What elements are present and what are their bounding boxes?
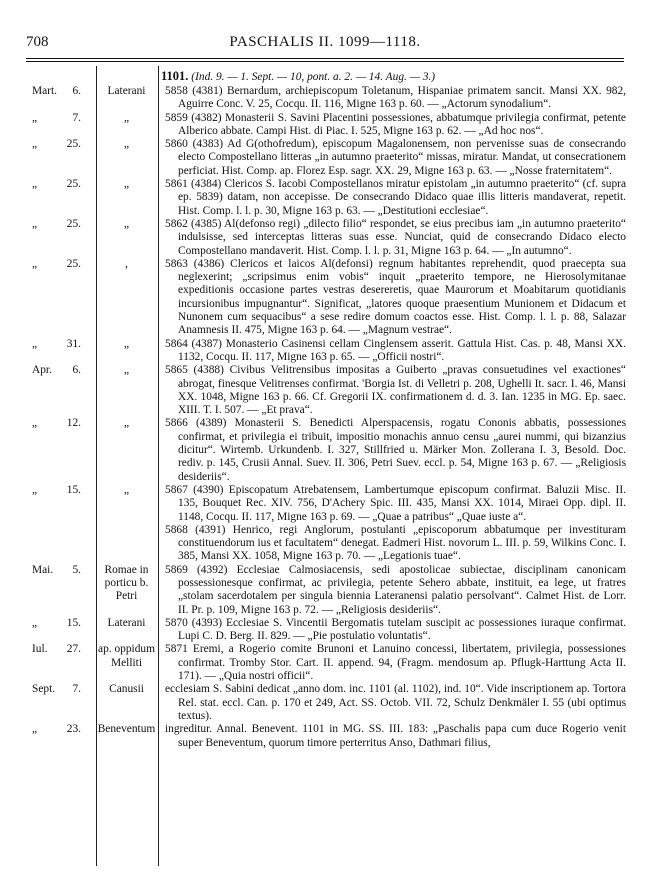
page-header (26, 34, 624, 54)
entry-row (0, 484, 650, 524)
entry-place: „ (123, 417, 130, 430)
entry-date (0, 178, 95, 218)
entry-date (0, 617, 95, 644)
entry-month: „ (32, 616, 38, 629)
entry-place: Canusii (109, 683, 144, 696)
entry-month: Mart. (32, 85, 57, 97)
entry-date (0, 138, 95, 178)
running-title: PASCHALIS II. 1099—1118. (229, 34, 421, 50)
entry-place (95, 524, 158, 564)
entry-text: ecclesiam S. Sabini dedicat „anno dom. inc. 1101 (al. 1102), ind. 10“. Vide inscriptionem ap. Tortora Rel. stat. eccl. Can. p. 170 et 249, Act. SS. Octob. VII. 72, Schulz Denkmäler I. 55 (ubi optimus textus). (165, 683, 626, 722)
entry-text: 5864 (4387) Monasterio Casinensi cellam Cinglensem asserit. Gattula Hist. Cas. p. 48, Mansi XX. 1132, Cocqu. II. 117, Migne 163 p. 65. — „Officii nostri“. (165, 337, 626, 363)
entry-row (0, 617, 650, 644)
year-number: 1101. (161, 69, 189, 83)
entry-date (0, 85, 95, 112)
entry-day: 25. (66, 217, 81, 230)
entry-month: „ (32, 257, 38, 270)
entry-row (0, 338, 650, 365)
page-number: 708 (26, 34, 49, 50)
entry-month: „ (32, 417, 38, 430)
entry-date (0, 683, 95, 723)
entry-day: 27. (66, 643, 81, 656)
entry-month: Mai. (32, 563, 54, 576)
entry-row (0, 364, 650, 417)
entry-date (0, 723, 95, 750)
entry-month: „ (32, 723, 38, 736)
entry-text: ingreditur. Annal. Benevent. 1101 in MG. SS. III. 183: „Paschalis papa cum duce Rogerio venit super Beneventum, quorum timore perterritus Anso, Dathmari filius, (165, 723, 626, 749)
entry-row (0, 258, 650, 338)
entry-place: „ (123, 138, 130, 151)
entry-text: 5863 (4386) Clericos et laicos Al(defonsi) regnum habitantes reprehendit, quod praecepta sua neglexerint; „scripsimus enim vobis“ inquit „praeterito tempore, ne Hierosolymitanae expeditionis occasione partes vestras desereretis, quae Maurorum et Moabitarum quotidianis incursionibus impugnantur“. Significat, „latores quoque praesentium Munionem et Didacum et Nunonem cum sequacibus“ a sese redire domum coactos esse. Hist. Comp. l. l. p. 88, Salazar Anamnesis II. 475, Migne 163 p. 64. — „Magnum vestrae“. (165, 257, 626, 337)
entry-day: 6. (72, 364, 81, 377)
entry-date (0, 643, 95, 683)
entry-row (0, 112, 650, 139)
entry-day: 25. (66, 257, 81, 270)
entry-place: Laterani (107, 616, 146, 629)
entry-day: 15. (66, 483, 81, 496)
entry-row (0, 417, 650, 483)
entry-text: 5867 (4390) Episcopatum Atrebatensem, Lambertumque episcopum confirmat. Baluzii Misc. II. 135, Bouquet Rec. XIV. 756, D'Achery Spic. III. 435, Mansi XX. 1014, Miraei Opp. dipl. II. 1148, Cocqu. II. 117, Migne 163 p. 69. — „Quae a patribus“ „Quae iuste a“. (165, 483, 626, 523)
entry-date (0, 364, 95, 417)
entry-place: „ (123, 364, 130, 377)
entry-place: „ (123, 111, 130, 124)
entry-day: 15. (66, 616, 81, 629)
entry-date (0, 218, 95, 258)
entry-text: 5862 (4385) Al(defonso regi) „dilecto filio“ respondet, se eius precibus iam „in autumno praeterito“ indulsisse, sed interceptas litteras suas esse. Nunciat, quid de consecrando Didaco electo Compostellano mandaverit. Hist. Comp. l. l. p. 31, Migne 163 p. 64. — „In autumno“. (165, 217, 626, 257)
entry-place: „ (123, 337, 130, 350)
entry-place: „ (123, 483, 130, 496)
entry-day: 25. (66, 178, 81, 191)
entry-date (0, 417, 95, 483)
entry-day: 12. (66, 417, 81, 430)
entry-row (0, 178, 650, 218)
entry-month: Iul. (32, 643, 48, 656)
entry-date (0, 258, 95, 338)
entry-text: 5859 (4382) Monasterii S. Savini Placentini possessiones, abbatumque privilegia confirmat, petente Alberico abbate. Campi Hist. di Piac. I. 525, Migne 163 p. 62. — „Ad hoc nos“. (165, 111, 626, 137)
entry-day: 23. (66, 723, 81, 736)
header-rule-thin (26, 61, 624, 62)
entry-day: 6. (72, 85, 81, 97)
entry-text: 5869 (4392) Ecclesiae Calmosiacensis, sedi apostolicae subiectae, disciplinam canonicam possessionesque confirmat, ac privilegia, petente Sehero abbate, instituit, ea lege, ut fratres „stolam sacerdotalem per singula biennia Lateranensi palatio persolvant“. Calmet Hist. de Lorr. II. Pr. p. 109, Migne 163 p. 72. — „Religiosis desideriis“. (165, 563, 626, 616)
entry-month: „ (32, 178, 38, 191)
entry-row (0, 218, 650, 258)
entry-date (0, 524, 95, 564)
entry-day: 25. (66, 138, 81, 151)
entry-date (0, 484, 95, 524)
entry-month: Apr. (32, 364, 52, 377)
entry-row (0, 683, 650, 723)
entry-date (0, 112, 95, 139)
entry-text: 5865 (4388) Civibus Velitrensibus impositas a Guiberto „pravas consuetudines vel exactiones“ abrogat, finesque Velitrenses confirmat. 'Borgia Ist. di Velletri p. 208, Ughelli It. sacr. I. 46, Mansi XX. 1048, Migne 163 p. 66. Cf. Gregorii IX. confirmationem d. d. 3. Ian. 1235 in MG. Ep. saec. XIII. T. I. 507. — „Et prava“. (165, 364, 626, 417)
entry-row (0, 138, 650, 178)
entry-place: Laterani (107, 85, 146, 97)
entry-month: „ (32, 337, 38, 350)
entry-text: 5866 (4389) Monasterii S. Benedicti Alperspacensis, rogatu Cononis abbatis, possessiones confirmat, et privilegia ei tribuit, impositio monachis annuo censu „aurei nummi, qui bizanzius dicitur“. Wirtemb. Urkundenb. I. 327, Stillfried u. Märker Mon. Zollerana I. 3, Besold. Doc. rediv. p. 145, Crusii Annal. Suev. II. 306, Petri Suev. eccl. p. 54, Migne 163 p. 67. — „Religiosis desideriis“. (165, 417, 626, 483)
entry-month: Sept. (32, 683, 56, 696)
entry-text: 5870 (4393) Ecclesiae S. Vincentii Bergomatis tutelam suscipit ac possessiones iuraque confirmat. Lupi C. D. Berg. II. 829. — „Pie postulatio voluntatis“. (165, 616, 626, 643)
entry-place: Romae in porticu b. Petri (104, 563, 149, 603)
entry-place: , (125, 257, 128, 270)
entry-day: 31. (66, 337, 81, 350)
entry-text: 5861 (4384) Clericos S. Iacobi Compostellanos miratur epistolam „in autumno praeterito“ (cf. supra ep. 5839) datam, non accepisse. De consecrando Didaco quae illis litteris mandaverat, repetit. Hist. Comp. l. l. p. 30, Migne 163 p. 63. — „Destitutioni ecclesiae“. (165, 178, 626, 217)
entry-place: ap. oppidum Melliti (98, 643, 155, 669)
entry-text: 5858 (4381) Bernardum, archiepiscopum Toletanum, Hispaniae primatem sancit. Mansi XX. 982, Aguirre Conc. V. 25, Cocqu. II. 116, Migne 163 p. 60. — „Actorum synodalium“. (165, 85, 626, 111)
header-rule (26, 58, 624, 59)
entry-day: 5. (72, 563, 81, 576)
entry-day: 7. (72, 111, 81, 124)
year-heading (159, 68, 650, 85)
entry-place: Beneventum (97, 723, 156, 736)
regesta-entries (0, 68, 650, 750)
entry-text: 5868 (4391) Henrico, regi Anglorum, postulanti „episcoporum abbatumque per investituram constituendorum ius et facultatem“ denegat. Eadmeri Hist. novorum L. III. p. 59, Wilkins Conc. I. 385, Mansi XX. 1058, Migne 163 p. 70. — „Legationis tuae“. (165, 523, 626, 563)
entry-month: „ (32, 111, 38, 124)
entry-place: „ (123, 217, 130, 230)
entry-row (0, 723, 650, 750)
indiction-note: (Ind. 9. — 1. Sept. — 10, pont. a. 2. — 14. Aug. — 3.) (191, 71, 436, 83)
entry-month: „ (32, 217, 38, 230)
entry-row (0, 524, 650, 564)
entry-row (0, 85, 650, 112)
entry-month: „ (32, 483, 38, 496)
entry-month: „ (32, 138, 38, 151)
entry-row (0, 564, 650, 617)
entry-date (0, 564, 95, 617)
entry-text: 5871 Eremi, a Rogerio comite Brunoni et Lanuino concessi, libertatem, privilegia, possessiones confirmat. Tromby Stor. Cart. II. append. 94, (Fragm. mendosum ap. Pflugk-Harttung Acta II. 171). — „Quia nostri officii“. (165, 643, 626, 683)
entry-date (0, 338, 95, 365)
entry-row (0, 643, 650, 683)
entry-place: „ (123, 178, 130, 191)
entry-day: 7. (72, 683, 81, 696)
entry-text: 5860 (4383) Ad G(othofredum), episcopum Magalonensem, non pervenisse suas de consecrando electo Compostellano litteras „in autumno praeterito“ missas, miratur. Mandat, ut consecrationem perficiat. Hist. Comp. ap. Florez Esp. sagr. XX. 29, Migne 163 p. 63. — „Nosse fraternitatem“. (165, 138, 626, 177)
